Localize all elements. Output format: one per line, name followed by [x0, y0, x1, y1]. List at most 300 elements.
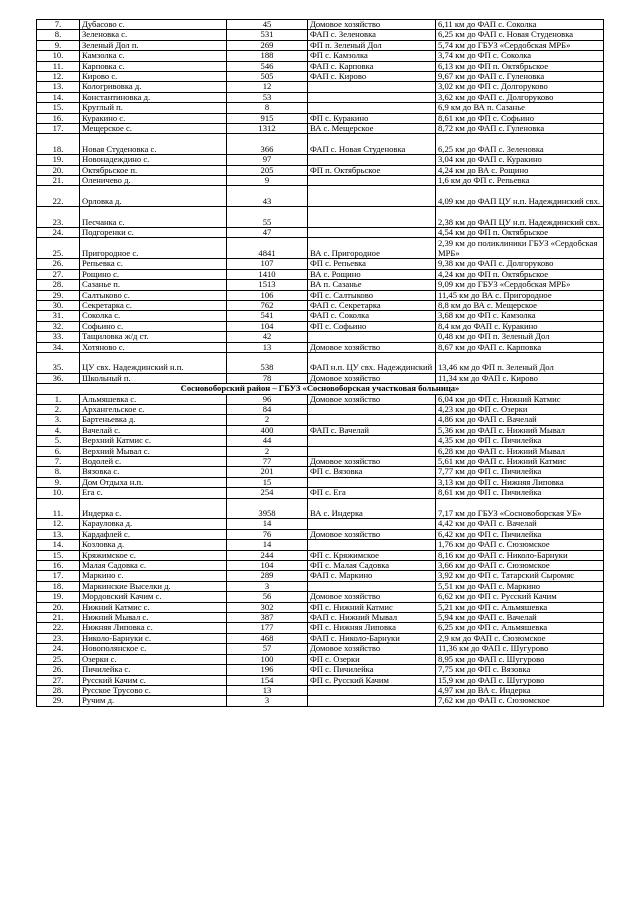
table-row: [37, 415, 604, 425]
distance-to-facility: 4,09 км до ФАП ЦУ н.п. Надеждинский свх.: [436, 186, 604, 207]
row-number: 13.: [37, 529, 80, 539]
population: 8: [227, 103, 308, 113]
medical-facility: ФАП н.п. ЦУ свх. Надеждинский: [308, 352, 436, 373]
table-row: [37, 352, 604, 373]
population: 177: [227, 623, 308, 633]
distance-to-facility: 4,97 км до ВА с. Индерка: [436, 685, 604, 695]
table-row: [37, 644, 604, 654]
distance-to-facility: 7,17 км до ГБУЗ «Сосновоборская УБ»: [436, 498, 604, 519]
population: 505: [227, 72, 308, 82]
medical-facility: ФП с. Куракино: [308, 113, 436, 123]
table-row: [37, 228, 604, 238]
medical-facility: [308, 186, 436, 207]
row-number: 12.: [37, 72, 80, 82]
row-number: 17.: [37, 571, 80, 581]
population: 366: [227, 134, 308, 155]
table-row: [37, 467, 604, 477]
distance-to-facility: 5,61 км до ФАП с. Нижний Катмис: [436, 456, 604, 466]
row-number: 23.: [37, 207, 80, 228]
medical-facility: ФП с. Софьино: [308, 321, 436, 331]
row-number: 9.: [37, 40, 80, 50]
distance-to-facility: 13,46 км до ФП п. Зеленый Дол: [436, 352, 604, 373]
row-number: 28.: [37, 280, 80, 290]
population: 9: [227, 176, 308, 186]
medical-facility: ФП с. Репьевка: [308, 259, 436, 269]
distance-to-facility: 3,13 км до ФП с. Нижняя Липовка: [436, 477, 604, 487]
row-number: 28.: [37, 685, 80, 695]
population: 76: [227, 529, 308, 539]
medical-facility: [308, 477, 436, 487]
row-number: 10.: [37, 488, 80, 498]
settlement-name: Вачелай с.: [80, 425, 227, 435]
population: 269: [227, 40, 308, 50]
table-row: [37, 623, 604, 633]
table-row: [37, 332, 604, 342]
table-row: [37, 92, 604, 102]
medical-facility: ФП с. Кряжимское: [308, 550, 436, 560]
medical-facility: ФП с. Вязовка: [308, 467, 436, 477]
medical-facility: ФП с. Салтыково: [308, 290, 436, 300]
table-row: [37, 498, 604, 519]
settlement-name: Дом Отдыха н.п.: [80, 477, 227, 487]
row-number: 14.: [37, 540, 80, 550]
table-row: [37, 685, 604, 695]
table-row: [37, 529, 604, 539]
medical-facility: ФАП с. Секретарка: [308, 300, 436, 310]
medical-facility: [308, 176, 436, 186]
table-row: [37, 72, 604, 82]
row-number: 29.: [37, 696, 80, 706]
medical-facility: ФП с. Нижний Катмис: [308, 602, 436, 612]
distance-to-facility: 8,8 км до ВА с. Мещерское: [436, 300, 604, 310]
population: 531: [227, 30, 308, 40]
section-title: Сосновоборский район – ГБУЗ «Сосновоборская участковая больница»: [37, 384, 604, 394]
row-number: 25.: [37, 238, 80, 259]
population: 1513: [227, 280, 308, 290]
medical-facility: [308, 446, 436, 456]
distance-to-facility: 11,45 км до ВА с. Пригородное: [436, 290, 604, 300]
table-row: [37, 40, 604, 50]
table-row: [37, 550, 604, 560]
settlement-name: Карауловка д.: [80, 519, 227, 529]
population: 43: [227, 186, 308, 207]
table-row: [37, 280, 604, 290]
settlement-name: Маркинские Выселки д.: [80, 581, 227, 591]
population: 2: [227, 415, 308, 425]
medical-facility: [308, 540, 436, 550]
population: 14: [227, 519, 308, 529]
population: 546: [227, 61, 308, 71]
population: 104: [227, 561, 308, 571]
population: 3: [227, 696, 308, 706]
settlement-name: Константиновка д.: [80, 92, 227, 102]
row-number: 9.: [37, 477, 80, 487]
settlement-name: Кирово с.: [80, 72, 227, 82]
section-header-row: [37, 384, 604, 394]
table-row: [37, 436, 604, 446]
population: 254: [227, 488, 308, 498]
medical-facility: [308, 581, 436, 591]
row-number: 35.: [37, 352, 80, 373]
population: 106: [227, 290, 308, 300]
row-number: 15.: [37, 550, 80, 560]
table-row: [37, 207, 604, 228]
table-row: [37, 519, 604, 529]
medical-facility: ФП п. Зеленый Дол: [308, 40, 436, 50]
population: 12: [227, 82, 308, 92]
settlement-name: Рощино с.: [80, 269, 227, 279]
distance-to-facility: 2,9 км до ФАП с. Сюзюмское: [436, 633, 604, 643]
row-number: 11.: [37, 61, 80, 71]
table-row: [37, 30, 604, 40]
population: 55: [227, 207, 308, 228]
medical-facility: ВА с. Рощино: [308, 269, 436, 279]
population: 915: [227, 113, 308, 123]
population: 44: [227, 436, 308, 446]
population: 188: [227, 51, 308, 61]
medical-facility: Домовое хозяйство: [308, 394, 436, 404]
medical-facility: ФАП с. Николо-Барнуки: [308, 633, 436, 643]
table-row: [37, 238, 604, 259]
row-number: 18.: [37, 134, 80, 155]
distance-to-facility: 11,34 км до ФАП с. Кирово: [436, 373, 604, 383]
population: 14: [227, 540, 308, 550]
settlement-name: Карповка с.: [80, 61, 227, 71]
table-row: [37, 675, 604, 685]
settlement-name: Хотяново с.: [80, 342, 227, 352]
settlement-name: Ручим д.: [80, 696, 227, 706]
medical-facility: ФАП с. Нижний Мывал: [308, 613, 436, 623]
distance-to-facility: 9,38 км до ФАП с. Долгоруково: [436, 259, 604, 269]
medical-facility: ФП с. Малая Садовка: [308, 561, 436, 571]
row-number: 7.: [37, 456, 80, 466]
population: 1410: [227, 269, 308, 279]
row-number: 27.: [37, 675, 80, 685]
table-row: [37, 540, 604, 550]
table-row: [37, 311, 604, 321]
medical-facility: [308, 207, 436, 228]
table-row: [37, 602, 604, 612]
row-number: 1.: [37, 394, 80, 404]
distance-to-facility: 4,23 км до ФП с. Озерки: [436, 404, 604, 414]
medical-facility: Домовое хозяйство: [308, 20, 436, 30]
medical-facility: [308, 685, 436, 695]
medical-facility: [308, 155, 436, 165]
row-number: 5.: [37, 436, 80, 446]
population: 96: [227, 394, 308, 404]
population: 4841: [227, 238, 308, 259]
medical-facility: [308, 404, 436, 414]
table-row: [37, 300, 604, 310]
distance-to-facility: 6,9 км до ВА п. Сазанье: [436, 103, 604, 113]
distance-to-facility: 7,62 км до ФАП с. Сюзюмское: [436, 696, 604, 706]
settlement-name: Куракино с.: [80, 113, 227, 123]
settlement-name: Оленичево д.: [80, 176, 227, 186]
row-number: 31.: [37, 311, 80, 321]
population: 387: [227, 613, 308, 623]
medical-facility: Домовое хозяйство: [308, 644, 436, 654]
table-row: [37, 124, 604, 134]
distance-to-facility: 7,75 км до ФП с. Вязовка: [436, 665, 604, 675]
row-number: 17.: [37, 124, 80, 134]
distance-to-facility: 5,21 км до ФП с. Альмяшевка: [436, 602, 604, 612]
medical-facility: [308, 519, 436, 529]
medical-facility: ФП п. Октябрьское: [308, 165, 436, 175]
medical-facility: ФАП с. Соколка: [308, 311, 436, 321]
settlement-name: Козловка д.: [80, 540, 227, 550]
distance-to-facility: 4,54 км до ФП п. Октябрьское: [436, 228, 604, 238]
population: 1312: [227, 124, 308, 134]
distance-to-facility: 2,39 км до поликлиники ГБУЗ «Сердобская МРБ»: [436, 238, 604, 259]
medical-facility: ФАП с. Вачелай: [308, 425, 436, 435]
table-row: [37, 477, 604, 487]
distance-to-facility: 5,74 км до ГБУЗ «Сердобская МРБ»: [436, 40, 604, 50]
medical-facility: ФАП с. Новая Студеновка: [308, 134, 436, 155]
population: 13: [227, 342, 308, 352]
medical-facility: ФП с. Пичилейка: [308, 665, 436, 675]
row-number: 22.: [37, 186, 80, 207]
table-row: [37, 488, 604, 498]
table-row: [37, 613, 604, 623]
medical-facility: Домовое хозяйство: [308, 342, 436, 352]
settlement-name: Малая Садовка с.: [80, 561, 227, 571]
medical-facility: ВА с. Мещерское: [308, 124, 436, 134]
population: 289: [227, 571, 308, 581]
table-row: [37, 290, 604, 300]
distance-to-facility: 6,04 км до ФП с. Нижний Катмис: [436, 394, 604, 404]
settlement-name: Ега с.: [80, 488, 227, 498]
distance-to-facility: 8,67 км до ФАП с. Карповка: [436, 342, 604, 352]
settlement-name: Дубасово с.: [80, 20, 227, 30]
population: 244: [227, 550, 308, 560]
population: 84: [227, 404, 308, 414]
population: 77: [227, 456, 308, 466]
medical-facility: [308, 332, 436, 342]
settlement-name: Репьевка с.: [80, 259, 227, 269]
medical-facility: ФП с. Ега: [308, 488, 436, 498]
distance-to-facility: 9,67 км до ФАП с. Гуленовка: [436, 72, 604, 82]
population: 57: [227, 644, 308, 654]
row-number: 4.: [37, 425, 80, 435]
settlement-name: Школьный п.: [80, 373, 227, 383]
table-row: [37, 456, 604, 466]
settlement-name: Верхний Мывал с.: [80, 446, 227, 456]
medical-facility: [308, 228, 436, 238]
settlement-name: Русский Качим с.: [80, 675, 227, 685]
distance-to-facility: 1,76 км до ФАП с. Сюзюмское: [436, 540, 604, 550]
population: 302: [227, 602, 308, 612]
population: 47: [227, 228, 308, 238]
distance-to-facility: 5,51 км до ФАП с. Маркино: [436, 581, 604, 591]
table-row: [37, 425, 604, 435]
settlement-name: Сазанье п.: [80, 280, 227, 290]
table-row: [37, 176, 604, 186]
distance-to-facility: 4,86 км до ФАП с. Вачелай: [436, 415, 604, 425]
settlement-name: Салтыково с.: [80, 290, 227, 300]
row-number: 36.: [37, 373, 80, 383]
distance-to-facility: 4,24 км до ВА с. Рощино: [436, 165, 604, 175]
settlement-name: Мещерское с.: [80, 124, 227, 134]
distance-to-facility: 2,38 км до ФАП ЦУ н.п. Надеждинский свх.: [436, 207, 604, 228]
medical-facility: ВА с. Пригородное: [308, 238, 436, 259]
table-row: [37, 633, 604, 643]
row-number: 26.: [37, 259, 80, 269]
row-number: 15.: [37, 103, 80, 113]
distance-to-facility: 3,92 км до ФП с. Татарский Сыромяс: [436, 571, 604, 581]
population: 97: [227, 155, 308, 165]
settlement-name: Пригородное с.: [80, 238, 227, 259]
row-number: 19.: [37, 155, 80, 165]
distance-to-facility: 0,48 км до ФП п. Зеленый Дол: [436, 332, 604, 342]
medical-facility: ФАП с. Карповка: [308, 61, 436, 71]
population: 3958: [227, 498, 308, 519]
medical-facility: Домовое хозяйство: [308, 592, 436, 602]
row-number: 24.: [37, 644, 80, 654]
settlement-name: Камзолка с.: [80, 51, 227, 61]
settlement-name: Верхний Катмис с.: [80, 436, 227, 446]
settlements-table: [36, 19, 604, 707]
row-number: 16.: [37, 561, 80, 571]
medical-facility: ФП с. Камзолка: [308, 51, 436, 61]
population: 154: [227, 675, 308, 685]
medical-facility: Домовое хозяйство: [308, 373, 436, 383]
distance-to-facility: 3,02 км до ФП с. Долгоруково: [436, 82, 604, 92]
distance-to-facility: 6,11 км до ФАП с. Соколка: [436, 20, 604, 30]
row-number: 21.: [37, 176, 80, 186]
population: 56: [227, 592, 308, 602]
population: 78: [227, 373, 308, 383]
settlement-name: Вязовка с.: [80, 467, 227, 477]
settlement-name: Кардафлей с.: [80, 529, 227, 539]
row-number: 21.: [37, 613, 80, 623]
population: 2: [227, 446, 308, 456]
settlement-name: Озерки с.: [80, 654, 227, 664]
table-row: [37, 571, 604, 581]
distance-to-facility: 6,25 км до ФАП с. Новая Студеновка: [436, 30, 604, 40]
distance-to-facility: 6,62 км до ФП с. Русский Качим: [436, 592, 604, 602]
settlement-name: Новая Студеновка с.: [80, 134, 227, 155]
medical-facility: ФАП с. Зеленовка: [308, 30, 436, 40]
settlement-name: Новонадеждино с.: [80, 155, 227, 165]
distance-to-facility: 4,24 км до ФП п. Октябрьское: [436, 269, 604, 279]
settlement-name: Архангельское с.: [80, 404, 227, 414]
medical-facility: [308, 696, 436, 706]
row-number: 7.: [37, 20, 80, 30]
document-page: [36, 19, 603, 707]
distance-to-facility: 6,42 км до ФП с. Пичилейка: [436, 529, 604, 539]
settlement-name: Новополянское с.: [80, 644, 227, 654]
table-row: [37, 155, 604, 165]
row-number: 22.: [37, 623, 80, 633]
settlement-name: Подгоренки с.: [80, 228, 227, 238]
medical-facility: ФП с. Нижняя Липовка: [308, 623, 436, 633]
table-row: [37, 654, 604, 664]
settlement-name: Нижний Мывал с.: [80, 613, 227, 623]
population: 400: [227, 425, 308, 435]
row-number: 20.: [37, 602, 80, 612]
population: 201: [227, 467, 308, 477]
table-body: [37, 20, 604, 707]
distance-to-facility: 3,68 км до ФП с. Камзолка: [436, 311, 604, 321]
distance-to-facility: 3,74 км до ФП с. Соколка: [436, 51, 604, 61]
row-number: 34.: [37, 342, 80, 352]
population: 42: [227, 332, 308, 342]
population: 107: [227, 259, 308, 269]
table-row: [37, 103, 604, 113]
table-row: [37, 259, 604, 269]
distance-to-facility: 6,28 км до ФАП с. Нижний Мывал: [436, 446, 604, 456]
row-number: 12.: [37, 519, 80, 529]
row-number: 10.: [37, 51, 80, 61]
distance-to-facility: 5,36 км до ФАП с. Нижний Мывал: [436, 425, 604, 435]
row-number: 33.: [37, 332, 80, 342]
row-number: 2.: [37, 404, 80, 414]
settlement-name: Октябрьское п.: [80, 165, 227, 175]
row-number: 11.: [37, 498, 80, 519]
row-number: 27.: [37, 269, 80, 279]
table-row: [37, 373, 604, 383]
population: 541: [227, 311, 308, 321]
population: 205: [227, 165, 308, 175]
table-row: [37, 51, 604, 61]
table-row: [37, 134, 604, 155]
settlement-name: Зеленовка с.: [80, 30, 227, 40]
distance-to-facility: 6,25 км до ФП с. Альмяшевка: [436, 623, 604, 633]
settlement-name: Индерка с.: [80, 498, 227, 519]
distance-to-facility: 3,66 км до ФАП с. Сюзюмское: [436, 561, 604, 571]
table-row: [37, 665, 604, 675]
distance-to-facility: 1,6 км до ФП с. Репьевка: [436, 176, 604, 186]
table-row: [37, 404, 604, 414]
medical-facility: [308, 415, 436, 425]
settlement-name: Пичилейка с.: [80, 665, 227, 675]
population: 15: [227, 477, 308, 487]
medical-facility: [308, 82, 436, 92]
distance-to-facility: 11,36 км до ФАП с. Шугурово: [436, 644, 604, 654]
distance-to-facility: 9,09 км до ГБУЗ «Сердобская МРБ»: [436, 280, 604, 290]
medical-facility: Домовое хозяйство: [308, 456, 436, 466]
row-number: 24.: [37, 228, 80, 238]
table-row: [37, 394, 604, 404]
distance-to-facility: 3,04 км до ФАП с. Куракино: [436, 155, 604, 165]
settlement-name: Секретарка с.: [80, 300, 227, 310]
distance-to-facility: 8,16 км до ФАП с. Николо-Барнуки: [436, 550, 604, 560]
row-number: 8.: [37, 30, 80, 40]
distance-to-facility: 4,42 км до ФАП с. Вачелай: [436, 519, 604, 529]
settlement-name: Маркино с.: [80, 571, 227, 581]
table-row: [37, 186, 604, 207]
row-number: 19.: [37, 592, 80, 602]
row-number: 8.: [37, 467, 80, 477]
table-row: [37, 342, 604, 352]
row-number: 14.: [37, 92, 80, 102]
table-row: [37, 82, 604, 92]
row-number: 6.: [37, 446, 80, 456]
population: 196: [227, 665, 308, 675]
medical-facility: ФП с. Озерки: [308, 654, 436, 664]
table-row: [37, 61, 604, 71]
settlement-name: Тащиловка ж/д ст.: [80, 332, 227, 342]
distance-to-facility: 8,61 км до ФП с. Софьино: [436, 113, 604, 123]
distance-to-facility: 8,61 км до ФП с. Пичилейка: [436, 488, 604, 498]
distance-to-facility: 7,77 км до ФП с. Пичилейка: [436, 467, 604, 477]
population: 104: [227, 321, 308, 331]
settlement-name: Кологривовка д.: [80, 82, 227, 92]
settlement-name: Зеленый Дол п.: [80, 40, 227, 50]
settlement-name: Мордовский Качим с.: [80, 592, 227, 602]
row-number: 29.: [37, 290, 80, 300]
population: 45: [227, 20, 308, 30]
